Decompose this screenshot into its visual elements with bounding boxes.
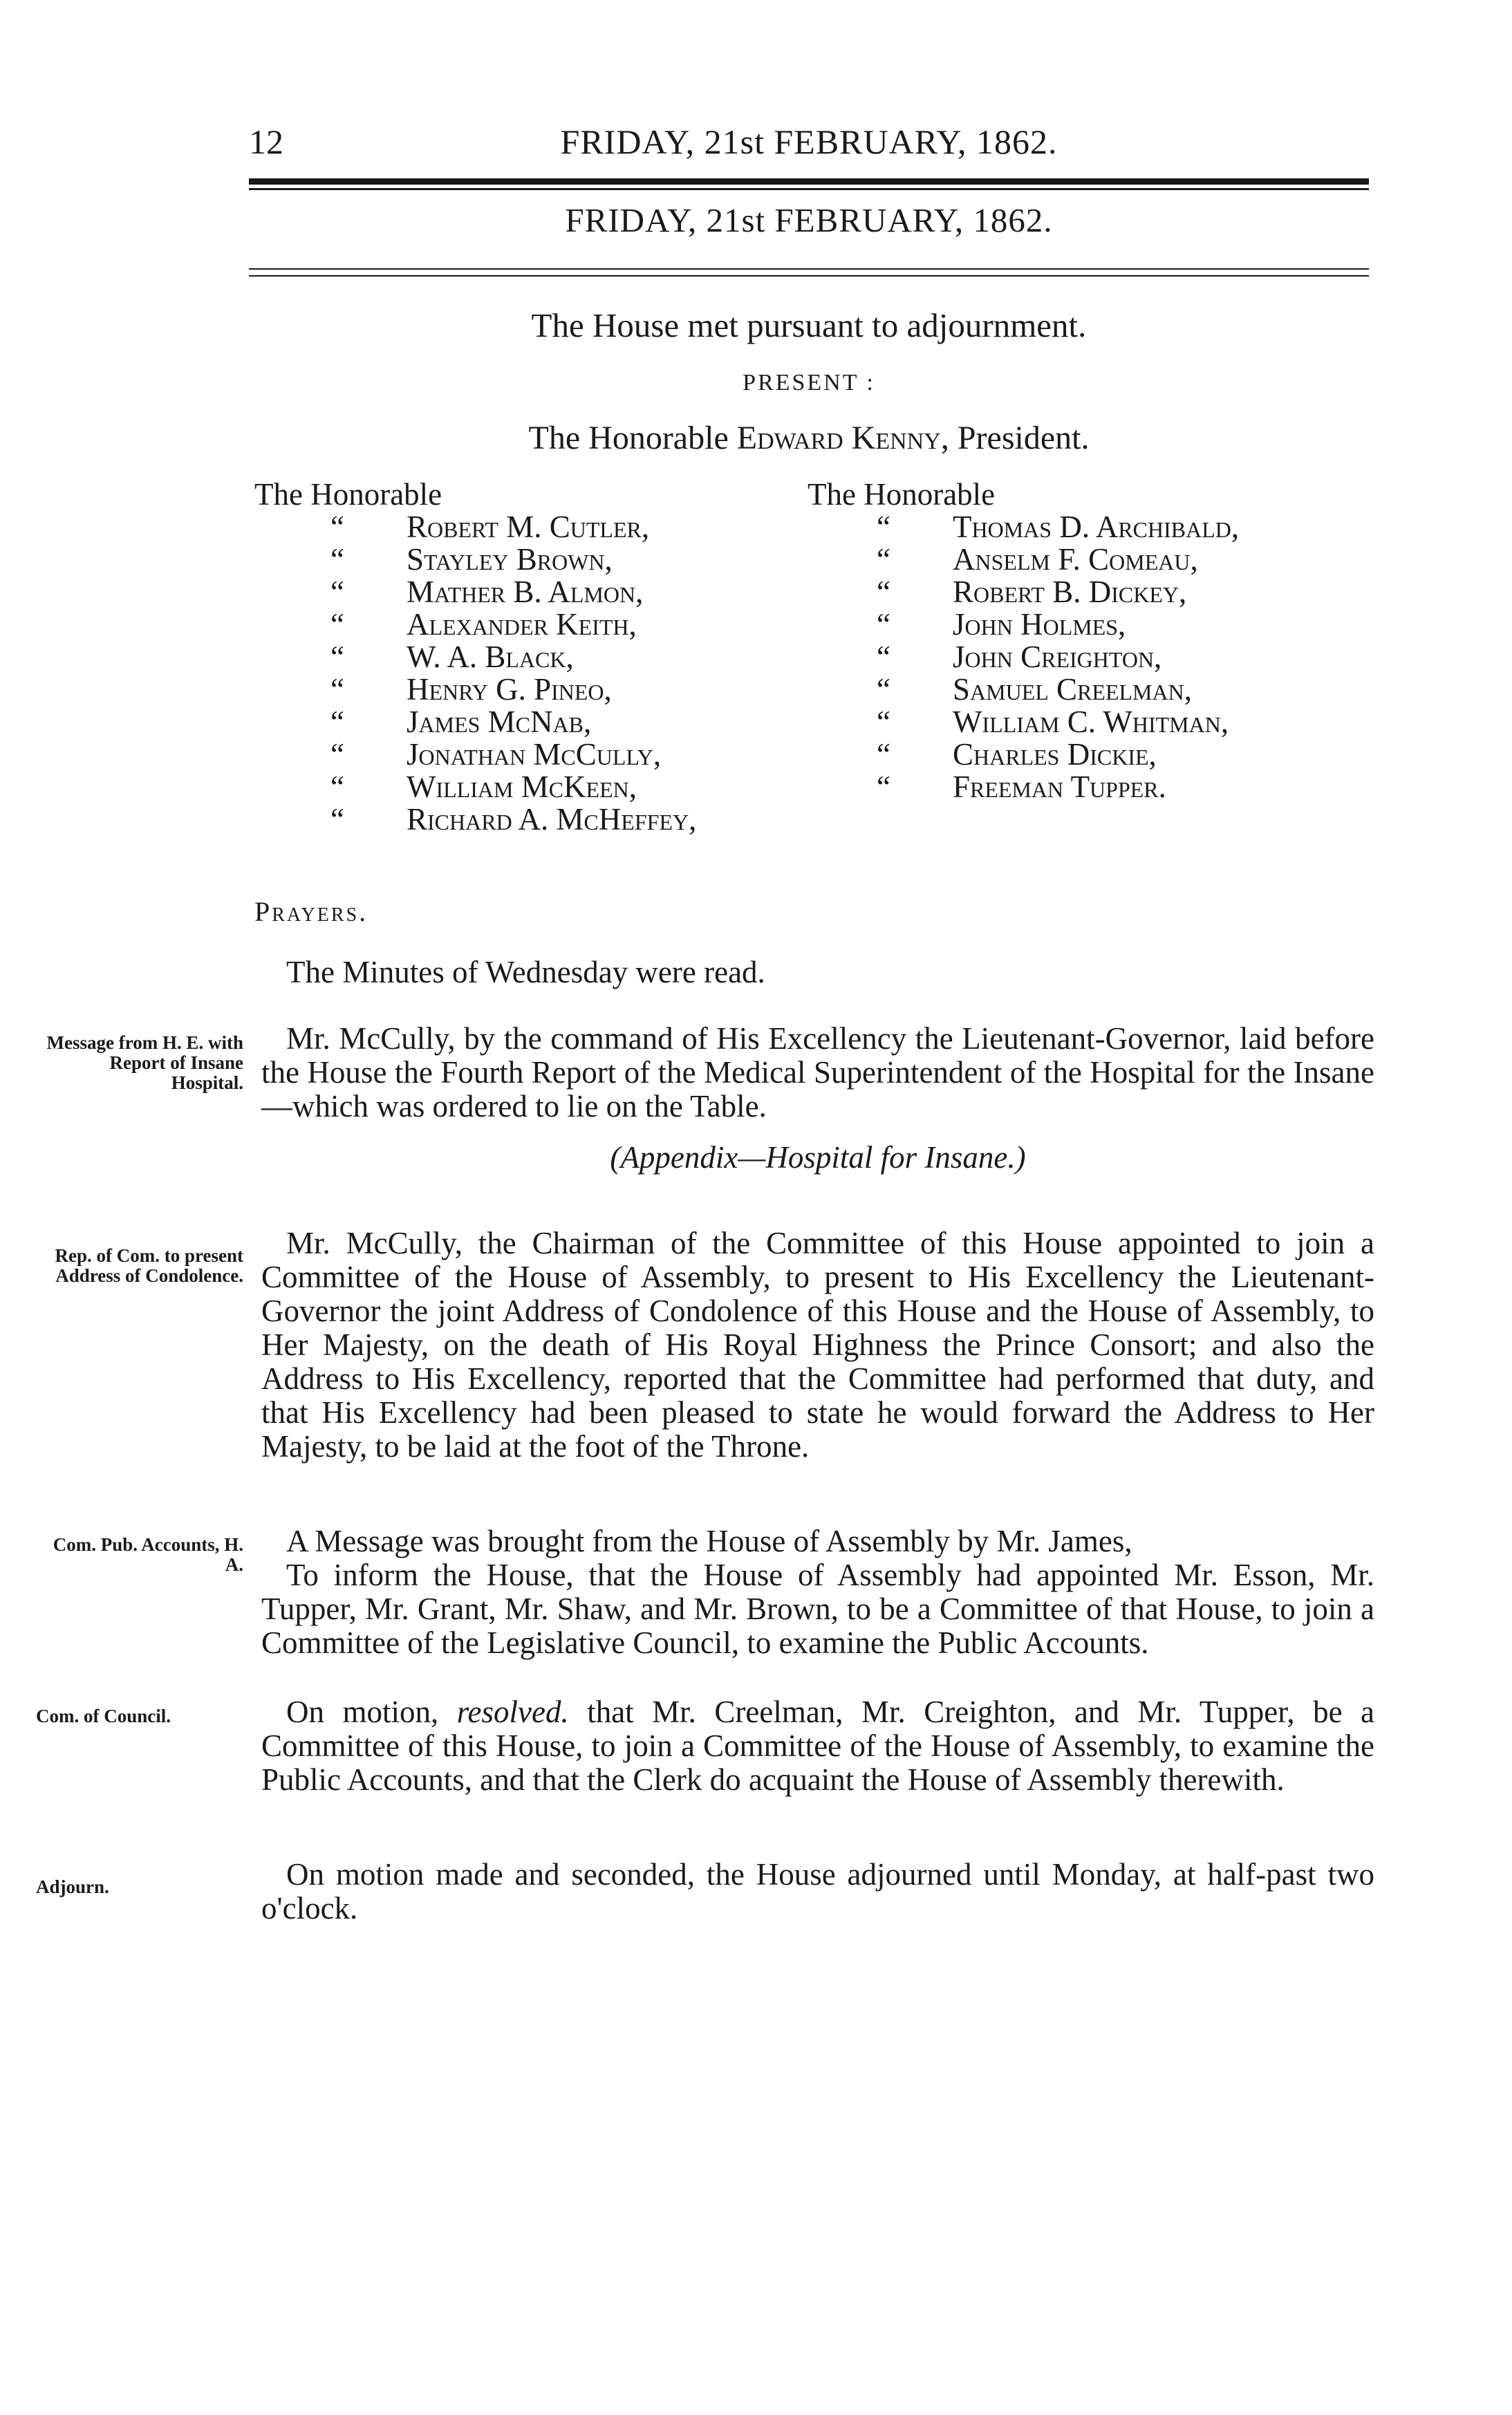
members-left-heading: The Honorable [254,477,442,512]
present-label: PRESENT : [743,370,875,395]
running-title: FRIDAY, 21st FEBRUARY, 1862. [560,122,1058,161]
member-row [254,738,780,771]
ditto-mark: “ [877,737,890,772]
appendix-reference: (Appendix—Hospital for Insane.) [610,1140,1026,1175]
member-name: John Creighton, [953,640,1162,674]
prayers-heading: Prayers. [254,896,368,927]
header-rule-thin [249,188,1369,190]
member-name: Charles Dickie, [953,737,1157,772]
member-row [808,706,1374,738]
adjourn-paragraph [261,1858,1374,1926]
minutes-paragraph [261,955,1374,989]
meeting-statement: The House met pursuant to adjournment. [531,306,1087,344]
ditto-mark: “ [330,575,344,609]
member-row [254,641,780,673]
ditto-mark: “ [330,640,344,674]
minutes-text: The Minutes of Wednesday were read. [286,955,765,989]
council-text-post: that Mr. Creelman, Mr. Creighton, and Mr. Tupper, be a Committee of this House, to join a Committee of the House of Assembly, to examine the Public Accounts, and that the Clerk do acquaint the House of Assembly therewith. [261,1695,1375,1797]
member-row [808,738,1374,771]
member-row [254,771,780,803]
ditto-mark: “ [330,510,344,544]
member-row [254,706,780,738]
president-prefix: The Honorable [528,420,729,456]
ditto-mark: “ [877,607,890,642]
date-heading: FRIDAY, 21st FEBRUARY, 1862. [565,201,1053,239]
member-row [254,608,780,641]
member-name: Thomas D. Archibald, [953,510,1240,544]
council-resolved: resolved. [456,1695,569,1729]
margin-note-council: Com. of Council. [36,1706,171,1726]
margin-note-report: Rep. of Com. to present Address of Condolence. [55,1245,243,1286]
member-name: W. A. Black, [407,640,574,674]
assembly-line-1 [261,1524,1374,1558]
margin-note-message: Message from H. E. with Report of Insane Hospital. [46,1032,243,1093]
assembly-paragraph [261,1524,1374,1660]
ditto-mark: “ [877,770,890,804]
council-paragraph [261,1695,1374,1797]
member-name: William McKeen, [407,770,637,804]
message-paragraph [261,1022,1374,1123]
member-row [254,673,780,706]
header-rule-thick [249,178,1369,185]
council-text-pre: On motion, [286,1695,439,1729]
member-row [808,771,1374,803]
member-name: Anselm F. Comeau, [953,542,1198,577]
members-left-column [254,478,780,836]
ditto-mark: “ [877,575,890,609]
ditto-mark: “ [877,672,890,707]
assembly-line-2 [261,1558,1374,1660]
member-row [808,511,1374,543]
ditto-mark: “ [330,607,344,642]
member-name: John Holmes, [953,607,1126,642]
margin-note-accounts: Com. Pub. Accounts, H. A. [53,1534,243,1575]
president-name: Edward Kenny [736,420,941,456]
report-text: Mr. McCully, the Chairman of the Committee of this House appointed to join a Committee of the House of Assembly, to present to His Excellency the Lieutenant-Governor the joint Address of Condolence of this House and the House of Assembly, to Her Majesty, on the death of His Royal Highness the Prince Consort; and also the Address to His Excellency, reported that the Committee had performed that duty, and that His Excellency had been pleased to state he would forward the Address to Her Majesty, to be laid at the foot of the Throne. [261,1226,1374,1464]
member-row [808,641,1374,673]
member-name: Alexander Keith, [407,607,637,642]
president-suffix: , President. [940,420,1090,456]
member-row [808,543,1374,576]
running-head [249,122,1369,170]
ditto-mark: “ [330,672,344,707]
margin-note-adjourn: Adjourn. [36,1876,109,1897]
member-name: Stayley Brown, [407,542,613,577]
ditto-mark: “ [877,542,890,577]
member-row [254,576,780,608]
member-name: Robert B. Dickey, [953,575,1187,609]
member-name: Samuel Creelman, [953,672,1192,707]
member-row [808,673,1374,706]
member-row [808,608,1374,641]
date-rule-top [249,268,1369,270]
member-name: Henry G. Pineo, [407,672,612,707]
member-row [254,803,780,836]
ditto-mark: “ [330,802,344,837]
ditto-mark: “ [877,510,890,544]
member-name: Mather B. Almon, [407,575,644,609]
member-row [808,576,1374,608]
president-line [249,419,1369,457]
member-name: Jonathan McCully, [407,737,662,772]
ditto-mark: “ [330,705,344,739]
adjourn-text: On motion made and seconded, the House adjourned until Monday, at half-past two o'clock. [261,1857,1374,1926]
member-name: Richard A. McHeffey, [407,802,697,837]
page-number: 12 [249,122,283,161]
member-name: Robert M. Cutler, [407,510,650,544]
assembly-text-2: To inform the House, that the House of Assembly had appointed Mr. Esson, Mr. Tupper, Mr. Grant, Mr. Shaw, and Mr. Brown, to be a Committee of that House, to join a Committee of the Legislative Council, to examine the Public Accounts. [261,1558,1374,1660]
ditto-mark: “ [330,770,344,804]
members-right-heading: The Honorable [808,477,996,512]
assembly-text-1: A Message was brought from the House of Assembly by Mr. James, [286,1524,1132,1558]
member-row [254,543,780,576]
ditto-mark: “ [877,705,890,739]
ditto-mark: “ [330,542,344,577]
ditto-mark: “ [330,737,344,772]
member-row [254,511,780,543]
member-name: Freeman Tupper. [953,770,1166,804]
member-name: William C. Whitman, [953,705,1229,739]
members-right-column [808,478,1374,803]
date-rule-bottom [249,275,1369,277]
message-text: Mr. McCully, by the command of His Excellency the Lieutenant-Governor, laid before the House the Fourth Report of the Medical Superintendent of the Hospital for the Insane—which was ordered to lie on the Table. [261,1021,1374,1123]
report-paragraph [261,1227,1374,1464]
ditto-mark: “ [877,640,890,674]
member-name: James McNab, [407,705,592,739]
